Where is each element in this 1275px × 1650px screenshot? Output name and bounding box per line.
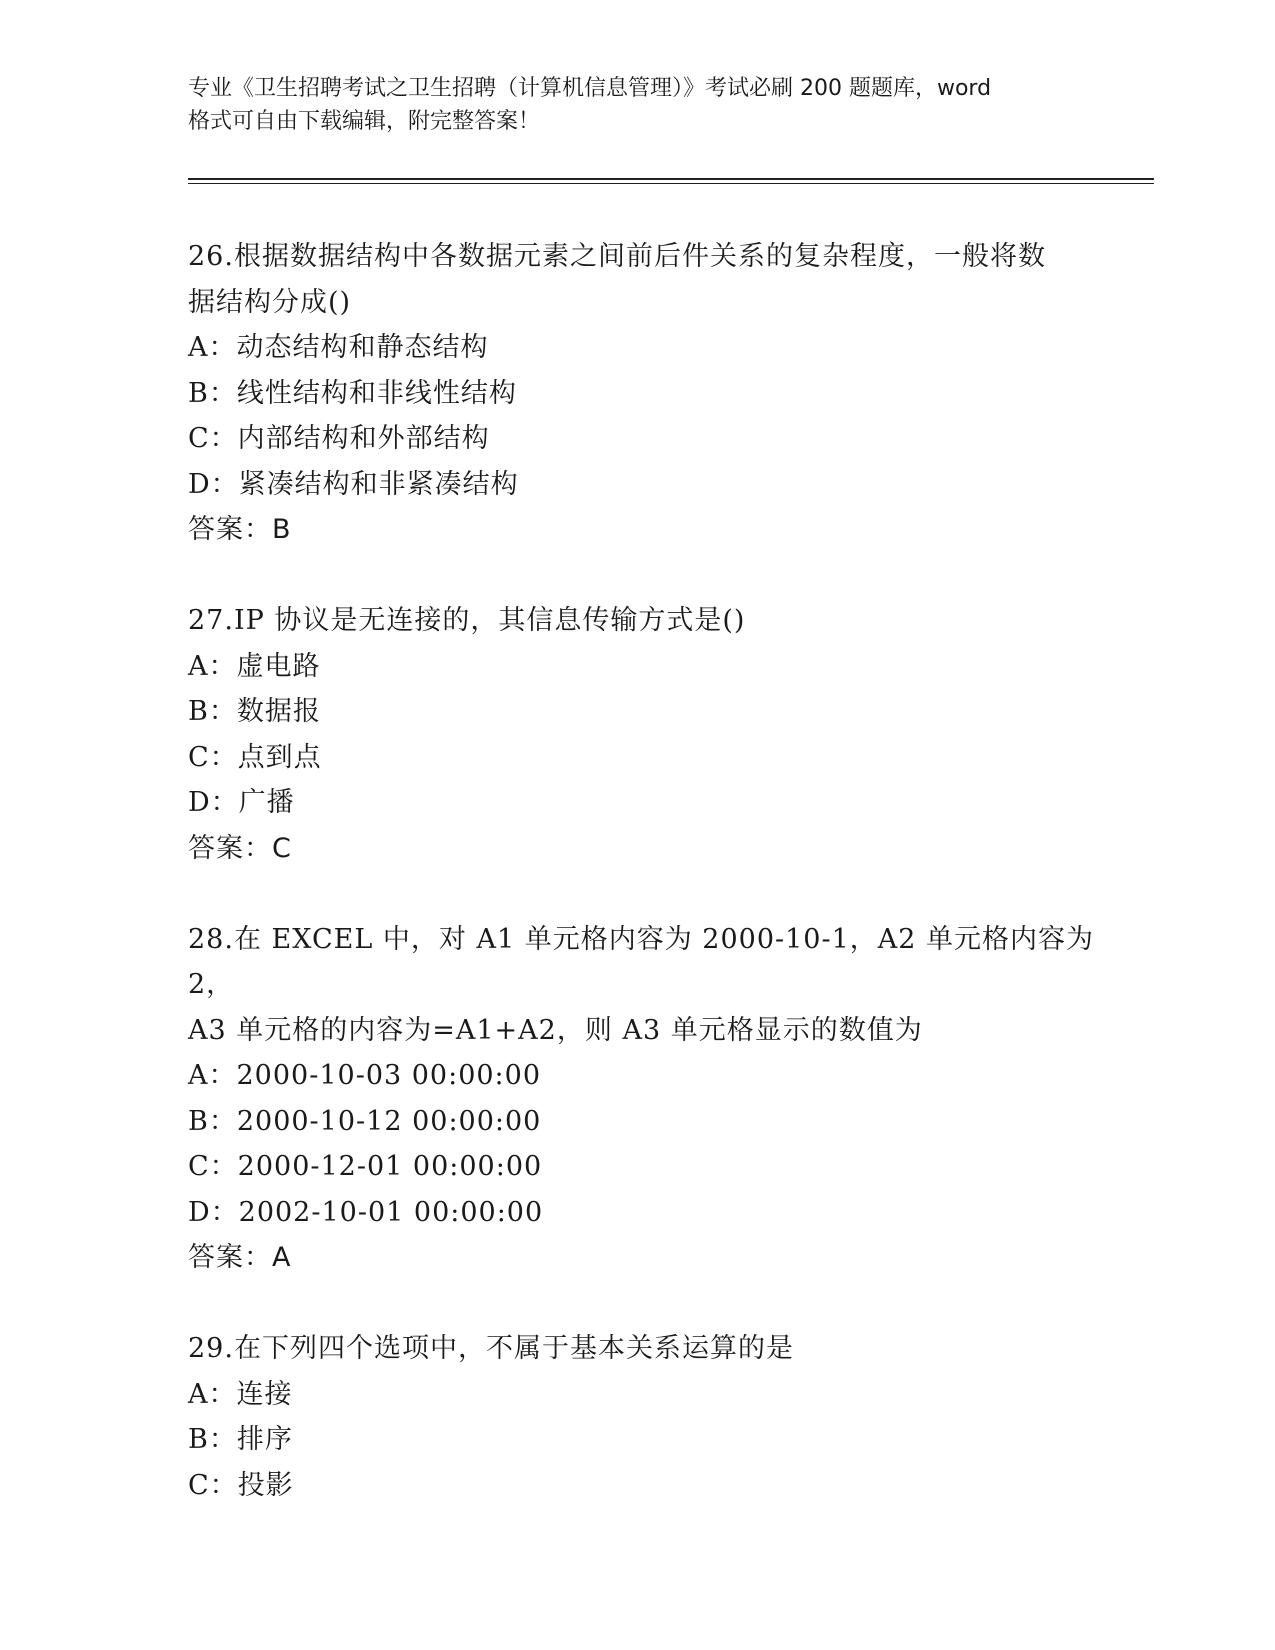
option-a: A：连接 bbox=[188, 1378, 293, 1410]
question-28 bbox=[188, 917, 1128, 1281]
header-line-1: 专业《卫生招聘考试之卫生招聘（计算机信息管理）》考试必刷 200 题题库，word bbox=[188, 76, 992, 101]
question-text-line: 28.在 EXCEL 中，对 A1 单元格内容为 2000-10-1，A2 单元格内容为 2， bbox=[188, 923, 1095, 1000]
option-d: D：紧凑结构和非紧凑结构 bbox=[188, 468, 519, 500]
header-divider-thin bbox=[188, 183, 1154, 184]
option-d: D：广播 bbox=[188, 787, 295, 818]
question-text-line: 26.根据数据结构中各数据元素之间前后件关系的复杂程度，一般将数 bbox=[188, 241, 1046, 272]
header-line-2: 格式可自由下载编辑，附完整答案！ bbox=[188, 109, 541, 134]
question-29 bbox=[188, 1326, 1128, 1508]
option-c: C：点到点 bbox=[188, 741, 322, 773]
header-divider-thick bbox=[188, 178, 1154, 180]
option-a: A：动态结构和静态结构 bbox=[188, 332, 489, 363]
question-text-line: 据结构分成() bbox=[188, 286, 352, 318]
option-b: B：排序 bbox=[188, 1424, 293, 1455]
document-header bbox=[188, 72, 1088, 138]
option-a: A：2000-10-03 00:00:00 bbox=[188, 1060, 542, 1091]
option-a: A：虚电路 bbox=[188, 650, 321, 682]
question-text-line: 27.IP 协议是无连接的，其信息传输方式是() bbox=[188, 605, 746, 636]
option-c: C：投影 bbox=[188, 1469, 294, 1501]
question-text-line: A3 单元格的内容为=A1+A2，则 A3 单元格显示的数值为 bbox=[188, 1014, 923, 1046]
option-b: B：线性结构和非线性结构 bbox=[188, 377, 517, 409]
answer-line: 答案：B bbox=[188, 514, 292, 545]
option-d: D：2002-10-01 00:00:00 bbox=[188, 1196, 544, 1228]
answer-line: 答案：C bbox=[188, 832, 292, 864]
answer-line: 答案：A bbox=[188, 1242, 292, 1273]
option-b: B：数据报 bbox=[188, 696, 321, 727]
question-26 bbox=[188, 234, 1128, 553]
question-text-line: 29.在下列四个选项中，不属于基本关系运算的是 bbox=[188, 1333, 794, 1364]
option-c: C：2000-12-01 00:00:00 bbox=[188, 1151, 543, 1182]
option-c: C：内部结构和外部结构 bbox=[188, 423, 490, 454]
question-27 bbox=[188, 598, 1128, 871]
option-b: B：2000-10-12 00:00:00 bbox=[188, 1105, 542, 1137]
question-list bbox=[188, 234, 1128, 1554]
